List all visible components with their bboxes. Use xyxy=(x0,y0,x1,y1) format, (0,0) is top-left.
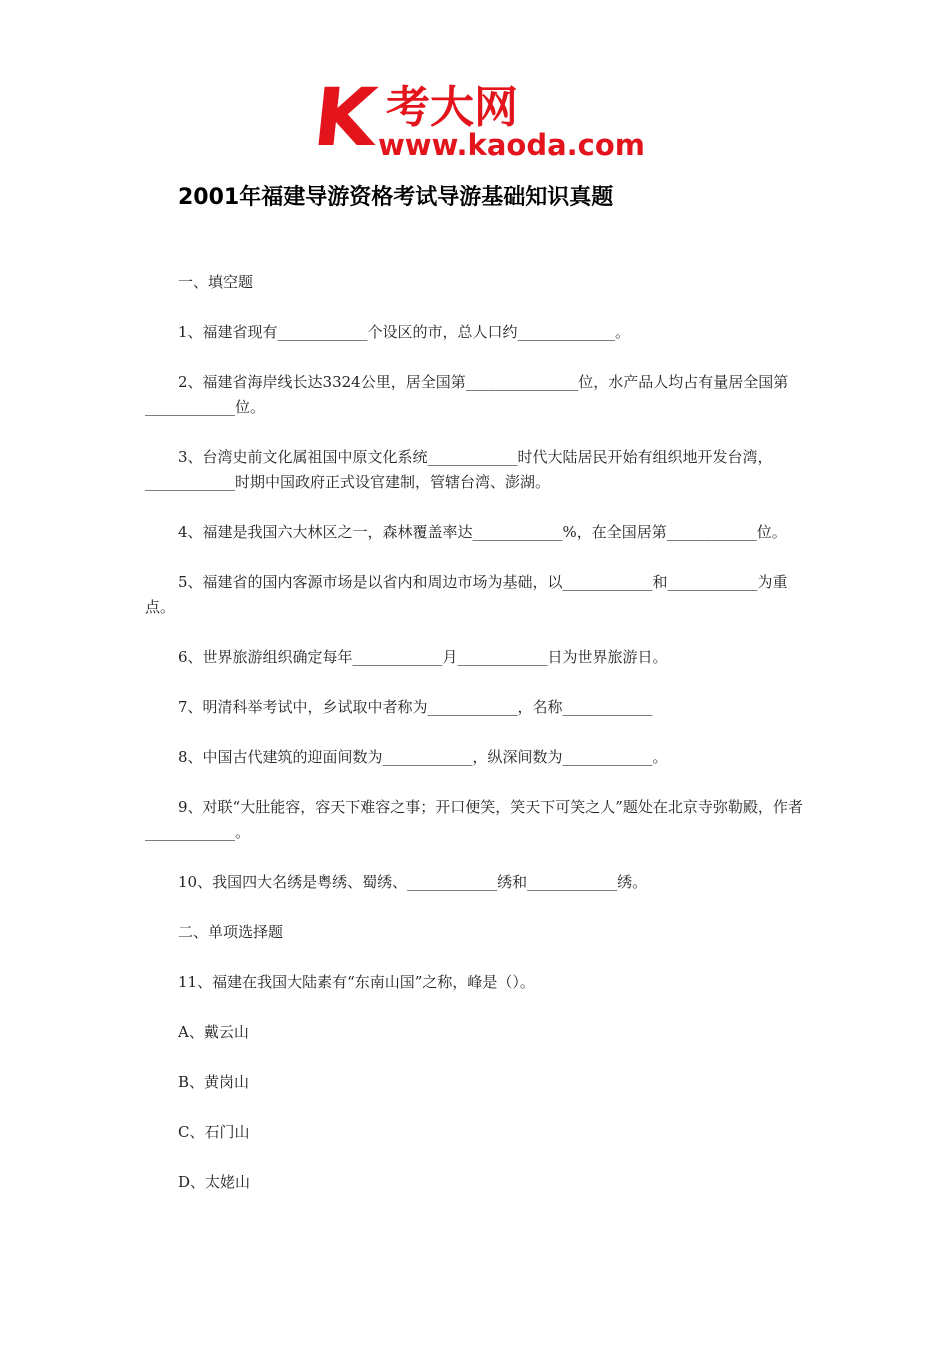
question-11: 11、福建在我国大陆素有“东南山国”之称，峰是（）。 xyxy=(178,973,535,991)
option-a: A、戴云山 xyxy=(178,1023,249,1041)
section-heading-single-choice: 二、单项选择题 xyxy=(178,923,284,941)
kaoda-logo xyxy=(309,71,648,164)
question-5: 5、福建省的国内客源市场是以省内和周边市场为基础，以____________和____________为重点。 xyxy=(145,573,788,616)
question-1: 1、福建省现有____________个设区的市，总人口约_____________。 xyxy=(178,323,631,341)
logo-k-letter: K xyxy=(309,71,381,164)
question-4: 4、福建是我国六大林区之一，森林覆盖率达____________%，在全国居第____________位。 xyxy=(178,523,787,541)
option-c: C、石门山 xyxy=(178,1123,250,1141)
logo-url: www.kaoda.com xyxy=(378,128,645,162)
section-heading-fill-in: 一、填空题 xyxy=(178,273,254,291)
document-body xyxy=(145,270,809,1220)
logo-brand-text: 考大网 xyxy=(386,82,518,133)
question-7: 7、明清科举考试中，乡试取中者称为____________，名称____________ xyxy=(178,698,653,716)
option-b: B、黄岗山 xyxy=(178,1073,250,1091)
question-10: 10、我国四大名绣是粤绣、蜀绣、____________绣和____________绣。 xyxy=(178,873,648,891)
question-2: 2、福建省海岸线长达3324公里，居全国第_______________位，水产品人均占有量居全国第____________位。 xyxy=(145,373,789,416)
question-8: 8、中国古代建筑的迎面间数为____________，纵深间数为____________。 xyxy=(178,748,668,766)
question-9: 9、对联“大肚能容，容天下难容之事；开口便笑，笑天下可笑之人”题处在北京寺弥勒殿，作者____________。 xyxy=(145,798,803,841)
page-title: 2001年福建导游资格考试导游基础知识真题 xyxy=(178,185,614,210)
question-6: 6、世界旅游组织确定每年____________月____________日为世界旅游日。 xyxy=(178,648,668,666)
question-3: 3、台湾史前文化属祖国中原文化系统____________时代大陆居民开始有组织地开发台湾，____________时期中国政府正式设官建制，管辖台湾、澎湖。 xyxy=(145,448,773,491)
option-d: D、太姥山 xyxy=(178,1173,251,1191)
